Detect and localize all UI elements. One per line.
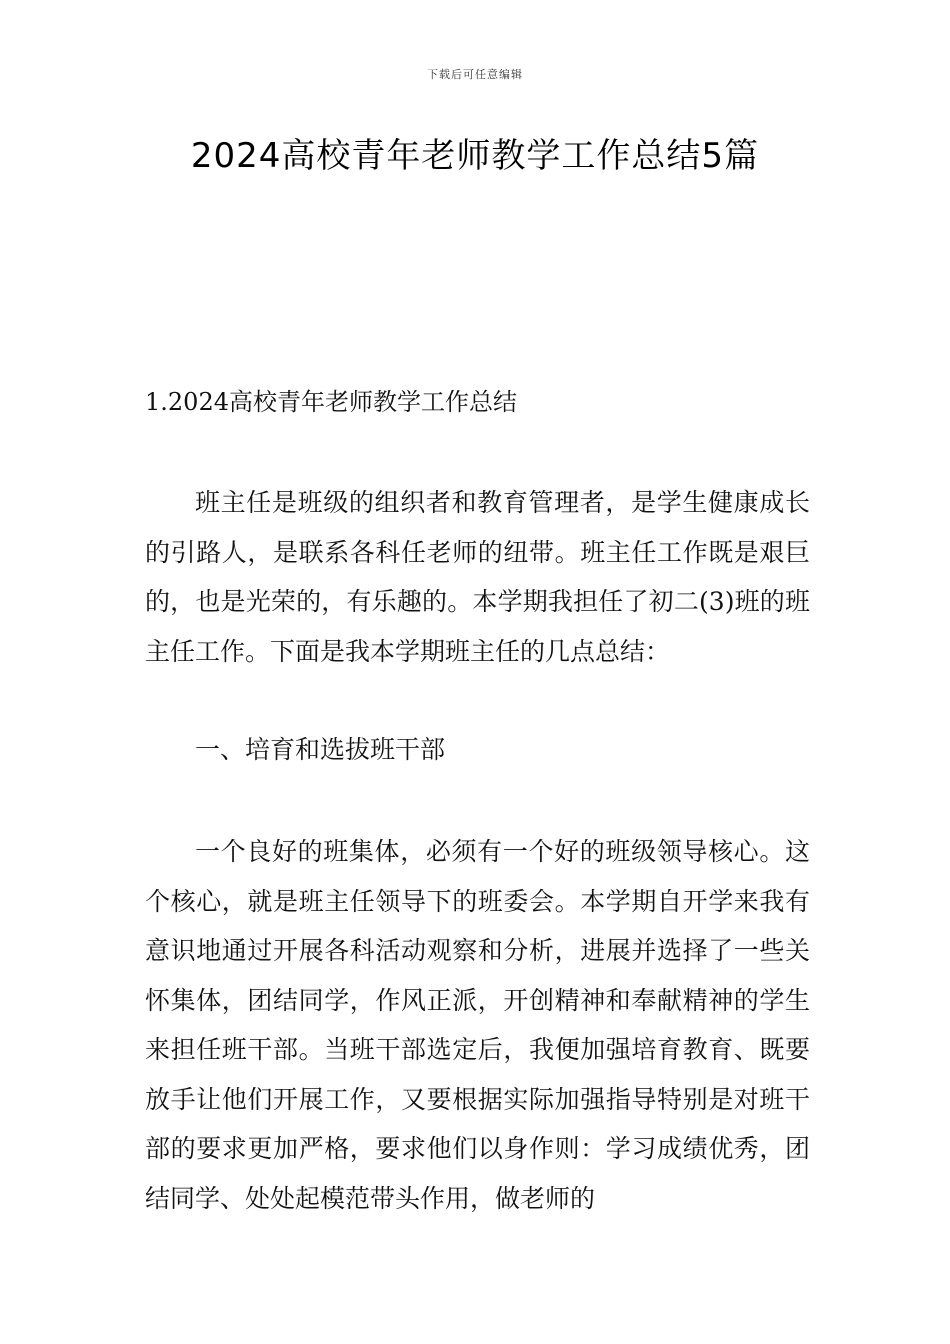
document-title: 2024高校青年老师教学工作总结5篇 — [190, 136, 760, 176]
header-note: 下载后可任意编辑 — [427, 68, 523, 81]
paragraph-intro: 班主任是班级的组织者和教育管理者，是学生健康成长的引路人，是联系各科任老师的纽带。班主任工作既是艰巨的，也是光荣的，有乐趣的。本学期我担任了初二(3)班的班主任工作。下面是我本学期班主任的几点总结： — [145, 488, 810, 666]
section-title: 1.2024高校青年老师教学工作总结 — [145, 388, 517, 416]
subheading-cadre-training: 一、培育和选拔班干部 — [195, 735, 446, 764]
paragraph-cadre-training: 一个良好的班集体，必须有一个好的班级领导核心。这个核心，就是班主任领导下的班委会。本学期自开学来我有意识地通过开展各科活动观察和分析，进展并选择了一些关怀集体，团结同学，作风正派，开创精神和奉献精神的学生来担任班干部。当班干部选定后，我便加强培育教育、既要放手让他们开展工作，又要根据实际加强指导特别是对班干部的要求更加严格，要求他们以身作则：学习成绩优秀，团结同学、处处起模范带头作用，做老师的 — [145, 837, 810, 1213]
